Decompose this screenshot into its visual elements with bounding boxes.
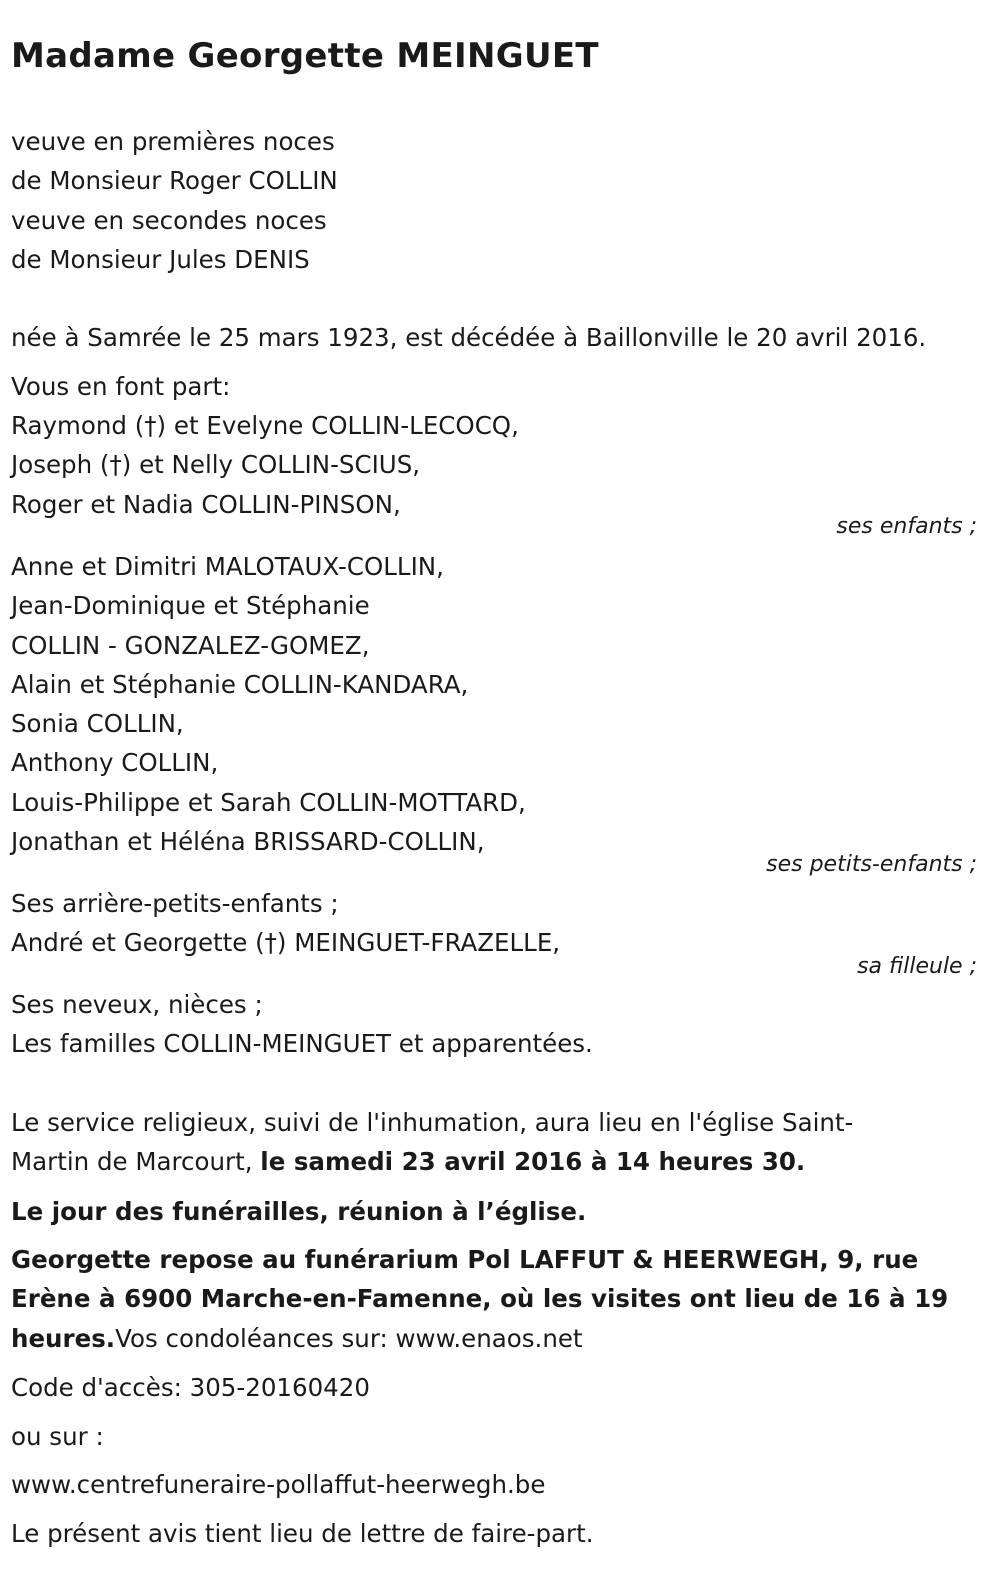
funeral-home-line-3: [11, 1319, 977, 1358]
child-line-3: Roger et Nadia COLLIN-PINSON,: [11, 489, 401, 519]
service-section: [11, 1103, 977, 1182]
condolences-line: Vos condoléances sur: www.enaos.net: [115, 1323, 583, 1353]
funeral-home-line-2: Erène à 6900 Marche-en-Famenne, où les visites ont lieu de 16 à 19: [11, 1284, 949, 1314]
widow-section: [11, 122, 977, 279]
closing-note: Le présent avis tient lieu de lettre de faire-part.: [11, 1519, 594, 1548]
grandchildren-role-label: ses petits-enfants ;: [766, 852, 977, 877]
grandchild-line-7: Louis-Philippe et Sarah COLLIN-MOTTARD,: [11, 787, 526, 817]
grandchild-line-3: COLLIN - GONZALEZ-GOMEZ,: [11, 630, 370, 660]
widow-line-1: veuve en premières noces: [11, 127, 335, 156]
relatives-line-2: Les familles COLLIN-MEINGUET et apparentées.: [11, 1029, 593, 1059]
children-section: [11, 406, 977, 524]
grandchild-line-2: Jean-Dominique et Stéphanie: [11, 591, 370, 621]
godchild-role-row: [11, 955, 977, 979]
godchild-line: André et Georgette (†) MEINGUET-FRAZELLE,: [11, 928, 561, 957]
relatives-line-1: Ses neveux, nièces ;: [11, 990, 263, 1019]
grandchild-line-6: Anthony COLLIN,: [11, 748, 219, 778]
children-role-label: ses enfants ;: [836, 514, 977, 539]
service-location: Martin de Marcourt,: [11, 1147, 261, 1177]
access-code: Code d'accès: 305-20160420: [11, 1373, 370, 1402]
child-line-1: Raymond (†) et Evelyne COLLIN-LECOCQ,: [11, 411, 519, 440]
service-date-time: le samedi 23 avril 2016 à 14 heures 30.: [260, 1147, 806, 1177]
grandchild-line-5: Sonia COLLIN,: [11, 709, 184, 739]
announce-intro: Vous en font part:: [11, 372, 231, 401]
children-role-row: [11, 515, 977, 539]
visit-hours-end: heures.: [11, 1323, 116, 1353]
grandchildren-role-row: [11, 853, 977, 877]
funeral-home-section: [11, 1240, 977, 1358]
grandchild-line-4: Alain et Stéphanie COLLIN-KANDARA,: [11, 669, 469, 699]
service-line-2: [11, 1142, 977, 1181]
website-link[interactable]: www.centrefuneraire-pollaffut-heerwegh.be: [11, 1470, 546, 1499]
widow-line-2: de Monsieur Roger COLLIN: [11, 166, 338, 196]
meeting-note: Le jour des funérailles, réunion à l’église.: [11, 1197, 587, 1226]
widow-line-3: veuve en secondes noces: [11, 205, 327, 235]
birth-death-line: née à Samrée le 25 mars 1923, est décédée à Baillonville le 20 avril 2016.: [11, 323, 927, 352]
widow-line-4: de Monsieur Jules DENIS: [11, 244, 310, 274]
grandchild-line-1: Anne et Dimitri MALOTAUX-COLLIN,: [11, 552, 444, 581]
funeral-home-line-1: Georgette repose au funérarium Pol LAFFUT & HEERWEGH, 9, rue: [11, 1245, 919, 1274]
grandchild-line-8: Jonathan et Héléna BRISSARD-COLLIN,: [11, 827, 485, 857]
service-line-1: Le service religieux, suivi de l'inhumation, aura lieu en l'église Saint-: [11, 1108, 854, 1137]
or-on-label: ou sur :: [11, 1422, 104, 1451]
deceased-name-title: Madame Georgette MEINGUET: [11, 36, 599, 76]
grandchildren-section: [11, 547, 977, 861]
godchild-role-label: sa filleule ;: [857, 954, 977, 979]
relatives-section: [11, 985, 977, 1064]
child-line-2: Joseph (†) et Nelly COLLIN-SCIUS,: [11, 450, 421, 480]
great-grandchildren-line: Ses arrière-petits-enfants ;: [11, 889, 339, 918]
